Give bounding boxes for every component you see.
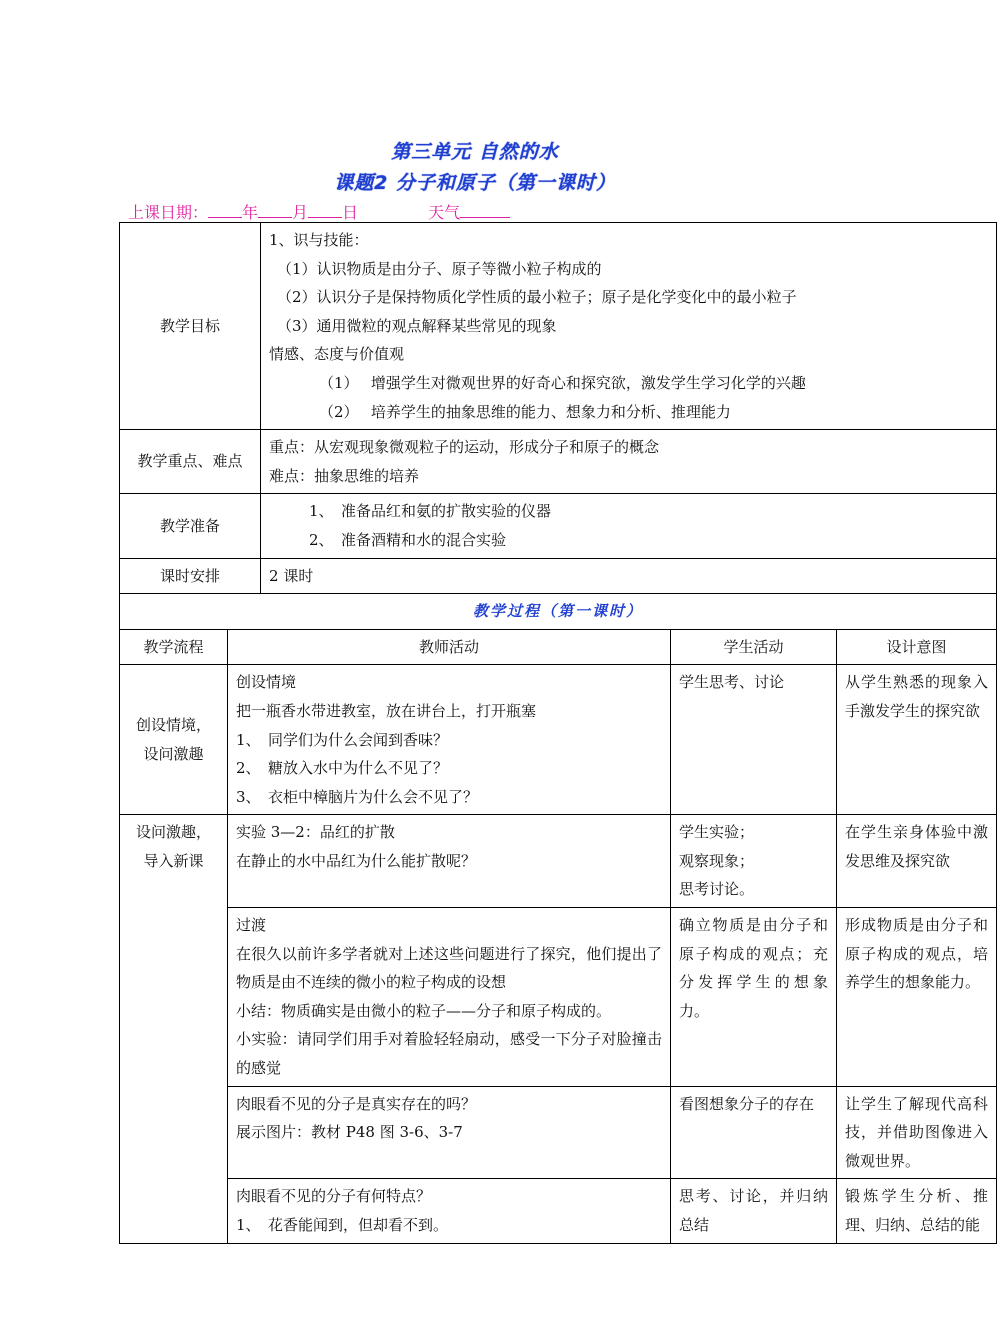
hours-row <box>120 558 997 594</box>
prep-line: 1、 准备品红和氨的扩散实验的仪器 <box>309 502 552 521</box>
student-cell <box>671 1086 837 1179</box>
col-student-header: 学生活动 <box>671 629 837 665</box>
month-label: 月 <box>292 203 309 222</box>
intent-line: 从学生熟悉的现象入手激发学生的探究欲 <box>845 673 989 720</box>
column-header-row <box>120 629 997 665</box>
keypoints-row <box>120 430 997 494</box>
teacher-line: 1、 同学们为什么会闻到香味？ <box>236 730 449 749</box>
student-cell <box>671 908 837 1087</box>
hours-value: 2 课时 <box>261 558 997 594</box>
teacher-line: 肉眼看不见的分子是真实存在的吗？ <box>236 1094 477 1113</box>
stage-line: 设问激趣 <box>143 744 204 763</box>
process-header-row <box>120 594 997 630</box>
table-row <box>120 665 997 815</box>
student-line: 确立物质是由分子和原子构成的观点；充分发挥学生的想象力。 <box>679 916 829 1020</box>
goal-line: （2） 培养学生的抽象思维的能力、想象力和分析、推理能力 <box>319 402 731 421</box>
prep-label: 教学准备 <box>120 494 261 558</box>
intent-cell <box>837 1086 997 1179</box>
day-blank <box>308 202 342 218</box>
goal-line: （3）通用微粒的观点解释某些常见的现象 <box>277 316 557 335</box>
student-line: 学生思考、讨论 <box>679 673 785 692</box>
intent-line: 锻炼学生分析、推理、归纳、总结的能 <box>845 1187 989 1234</box>
lesson-plan-table <box>119 222 997 1244</box>
keypoint-line: 难点：抽象思维的培养 <box>269 466 420 485</box>
month-blank <box>258 202 292 218</box>
student-cell <box>671 665 837 815</box>
student-cell <box>671 815 837 908</box>
hours-label: 课时安排 <box>120 558 261 594</box>
intent-line: 让学生了解现代高科技，并借助图像进入微观世界。 <box>845 1094 989 1170</box>
teacher-line: 过渡 <box>236 916 267 935</box>
col-intent-header: 设计意图 <box>837 629 997 665</box>
intent-line: 形成物质是由分子和原子构成的观点，培养学生的想象能力。 <box>845 916 989 992</box>
prep-line: 2、 准备酒精和水的混合实验 <box>309 530 507 549</box>
col-teacher-header: 教师活动 <box>228 629 671 665</box>
teacher-line: 把一瓶香水带进教室，放在讲台上，打开瓶塞 <box>236 701 537 720</box>
day-label: 日 <box>342 203 359 222</box>
student-line: 看图想象分子的存在 <box>679 1094 815 1113</box>
stage-line: 导入新课 <box>143 851 204 870</box>
col-stage-header: 教学流程 <box>120 629 228 665</box>
document-title: 第三单元 自然的水 <box>391 141 559 163</box>
process-header: 教学过程（第一课时） <box>120 594 997 630</box>
teacher-line: 展示图片：教材 P48 图 3-6、3-7 <box>236 1123 463 1142</box>
table-row <box>120 908 997 1087</box>
teacher-cell <box>228 1086 671 1179</box>
intent-cell <box>837 1179 997 1243</box>
intent-cell <box>837 908 997 1087</box>
teacher-line: 3、 衣柜中樟脑片为什么会不见了？ <box>236 787 479 806</box>
goal-line: 情感、态度与价值观 <box>269 345 405 364</box>
intent-line: 在学生亲身体验中激发思维及探究欲 <box>845 823 989 870</box>
teacher-cell <box>228 908 671 1087</box>
teacher-cell <box>228 665 671 815</box>
teacher-cell <box>228 815 671 908</box>
weather-label: 天气 <box>428 203 461 222</box>
year-label: 年 <box>242 203 259 222</box>
teacher-line: 创设情境 <box>236 673 297 692</box>
table-row <box>120 1179 997 1243</box>
prep-content <box>261 494 997 558</box>
keypoints-content <box>261 430 997 494</box>
stage-line: 设问激趣， <box>135 823 211 842</box>
goals-label: 教学目标 <box>120 223 261 430</box>
student-line: 学生实验； <box>679 823 755 842</box>
date-line <box>128 200 510 223</box>
table-row <box>120 1086 997 1179</box>
student-line: 观察现象； <box>679 851 755 870</box>
teacher-line: 1、 花香能闻到，但却看不到。 <box>236 1216 449 1234</box>
student-line: 思考讨论。 <box>679 880 755 899</box>
teacher-line: 小实验：请同学们用手对着脸轻轻扇动，感受一下分子对脸撞击的感觉 <box>236 1030 663 1078</box>
goal-line: （1） 增强学生对微观世界的好奇心和探究欲，激发学生学习化学的兴趣 <box>319 373 806 392</box>
student-line: 思考、讨论，并归纳总结 <box>679 1187 829 1234</box>
stage-line: 创设情境， <box>135 716 211 735</box>
keypoints-label: 教学重点、难点 <box>120 430 261 494</box>
weather-blank <box>460 202 510 218</box>
intent-cell <box>837 815 997 908</box>
stage-cell <box>120 815 228 1243</box>
teacher-line: 肉眼看不见的分子有何特点？ <box>236 1187 432 1206</box>
year-blank <box>208 202 242 218</box>
teacher-line: 实验 3—2：品红的扩散 <box>236 823 395 842</box>
goal-line: 1、识与技能： <box>269 231 369 249</box>
teacher-line: 2、 糖放入水中为什么不见了？ <box>236 759 449 778</box>
teacher-line: 小结：物质确实是由微小的粒子——分子和原子构成的。 <box>236 1001 612 1020</box>
document-subtitle: 课题2 分子和原子（第一课时） <box>334 172 616 194</box>
goals-content <box>261 223 997 430</box>
goal-line: （1）认识物质是由分子、原子等微小粒子构成的 <box>277 259 602 278</box>
stage-cell <box>120 665 228 815</box>
intent-cell <box>837 665 997 815</box>
keypoint-line: 重点：从宏观现象微观粒子的运动，形成分子和原子的概念 <box>269 438 660 457</box>
date-prefix: 上课日期： <box>128 203 209 222</box>
student-cell <box>671 1179 837 1243</box>
goals-row <box>120 223 997 430</box>
prep-row <box>120 494 997 558</box>
table-row <box>120 815 997 908</box>
teacher-line: 在很久以前许多学者就对上述这些问题进行了探究，他们提出了物质是由不连续的微小的粒子构成的设想 <box>236 944 663 992</box>
goal-line: （2）认识分子是保持物质化学性质的最小粒子；原子是化学变化中的最小粒子 <box>277 288 797 307</box>
teacher-line: 在静止的水中品红为什么能扩散呢？ <box>236 851 477 870</box>
teacher-cell <box>228 1179 671 1243</box>
